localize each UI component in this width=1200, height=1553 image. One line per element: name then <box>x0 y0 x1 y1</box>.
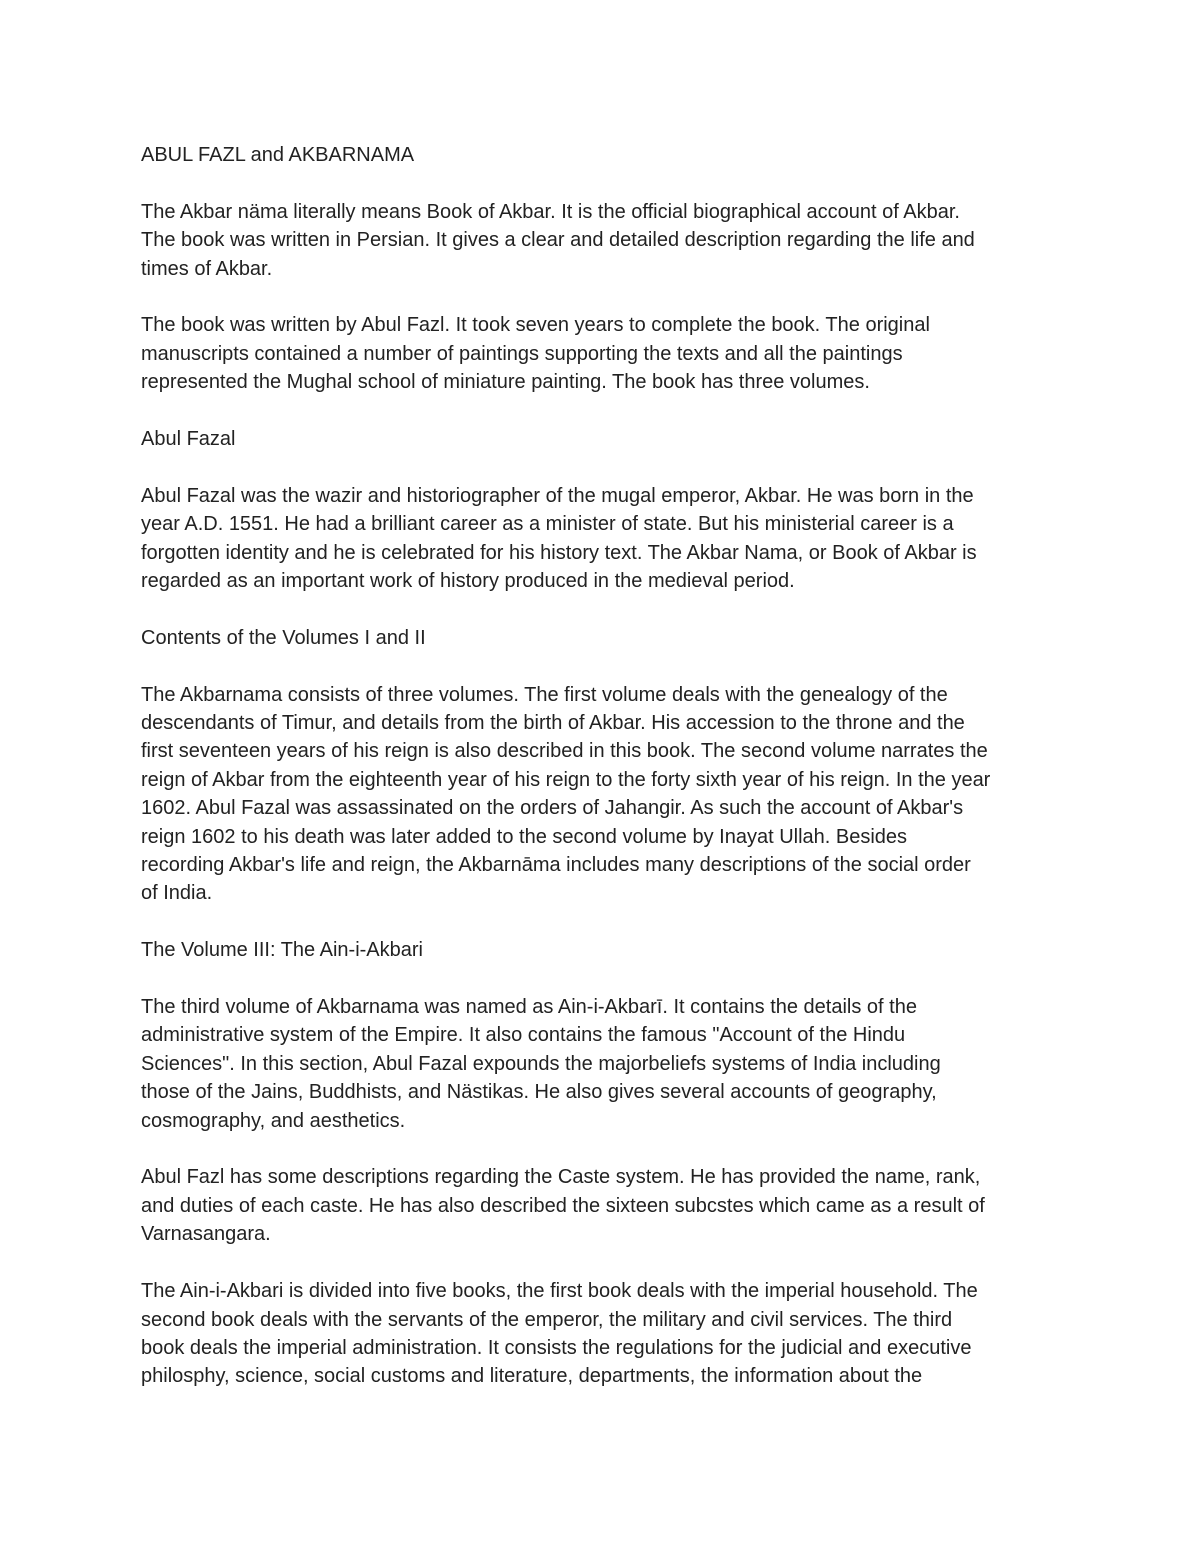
text-line: 1602. Abul Fazal was assassinated on the orders of Jahangir. As such the account of Akbar's <box>141 797 964 820</box>
text-line: Abul Fazal was the wazir and historiographer of the mugal emperor, Akbar. He was born in the <box>141 484 974 507</box>
text-line: The book was written in Persian. It gives a clear and detailed description regarding the life and <box>141 229 975 252</box>
paragraph <box>141 425 1071 453</box>
text-line: Sciences". In this section, Abul Fazal expounds the majorbeliefs systems of India including <box>141 1052 941 1075</box>
paragraph <box>141 311 1071 396</box>
text-line: regarded as an important work of history produced in the medieval period. <box>141 570 795 593</box>
paragraph <box>141 482 1071 596</box>
text-line: those of the Jains, Buddhists, and Nästikas. He also gives several accounts of geography, <box>141 1081 937 1104</box>
paragraph <box>141 198 1071 283</box>
text-line: philosphy, science, social customs and literature, departments, the information about the <box>141 1365 923 1388</box>
text-line: forgotten identity and he is celebrated for his history text. The Akbar Nama, or Book of Akbar is <box>141 541 977 564</box>
paragraph-list <box>141 198 1071 1391</box>
text-line: Abul Fazl has some descriptions regarding the Caste system. He has provided the name, rank, <box>141 1166 981 1189</box>
text-line: The Akbarnama consists of three volumes. The first volume deals with the genealogy of the <box>141 683 948 706</box>
text-line: second book deals with the servants of the emperor, the military and civil services. The third <box>141 1308 953 1331</box>
text-line: reign 1602 to his death was later added to the second volume by Inayat Ullah. Besides <box>141 825 908 848</box>
text-line: Abul Fazal <box>141 428 236 451</box>
text-line: and duties of each caste. He has also described the sixteen subcstes which came as a result of <box>141 1194 985 1217</box>
document-body <box>141 141 1071 1419</box>
text-line: descendants of Timur, and details from the birth of Akbar. His accession to the throne and the <box>141 712 965 735</box>
text-line: first seventeen years of his reign is also described in this book. The second volume narrates the <box>141 740 988 763</box>
paragraph <box>141 1277 1071 1391</box>
text-line: Contents of the Volumes I and II <box>141 626 426 649</box>
text-line: manuscripts contained a number of paintings supporting the texts and all the paintings <box>141 342 903 365</box>
text-line: The third volume of Akbarnama was named as Ain-i-Akbarī. It contains the details of the <box>141 996 917 1019</box>
paragraph <box>141 936 1071 964</box>
text-line: book deals the imperial administration. It consists the regulations for the judicial and executive <box>141 1336 972 1359</box>
paragraph <box>141 993 1071 1135</box>
text-line: cosmography, and aesthetics. <box>141 1109 406 1132</box>
text-line: represented the Mughal school of miniature painting. The book has three volumes. <box>141 371 870 394</box>
text-line: The Volume III: The Ain-i-Akbari <box>141 939 423 962</box>
paragraph <box>141 681 1071 908</box>
text-line: Varnasangara. <box>141 1223 271 1246</box>
text-line: reign of Akbar from the eighteenth year of his reign to the forty sixth year of his reign. In the year <box>141 768 991 791</box>
text-line: administrative system of the Empire. It also contains the famous "Account of the Hindu <box>141 1024 906 1047</box>
text-line: year A.D. 1551. He had a brilliant career as a minister of state. But his ministerial career is a <box>141 513 954 536</box>
text-line: of India. <box>141 882 213 905</box>
text-line: The Akbar näma literally means Book of Akbar. It is the official biographical account of Akbar. <box>141 200 960 223</box>
text-line: The Ain-i-Akbari is divided into five books, the first book deals with the imperial household. The <box>141 1280 978 1303</box>
paragraph <box>141 1163 1071 1248</box>
document-title: ABUL FAZL and AKBARNAMA <box>141 144 415 166</box>
paragraph <box>141 624 1071 652</box>
text-line: recording Akbar's life and reign, the Akbarnāma includes many descriptions of the social order <box>141 854 971 877</box>
text-line: The book was written by Abul Fazl. It took seven years to complete the book. The original <box>141 314 930 337</box>
text-line: times of Akbar. <box>141 257 273 280</box>
